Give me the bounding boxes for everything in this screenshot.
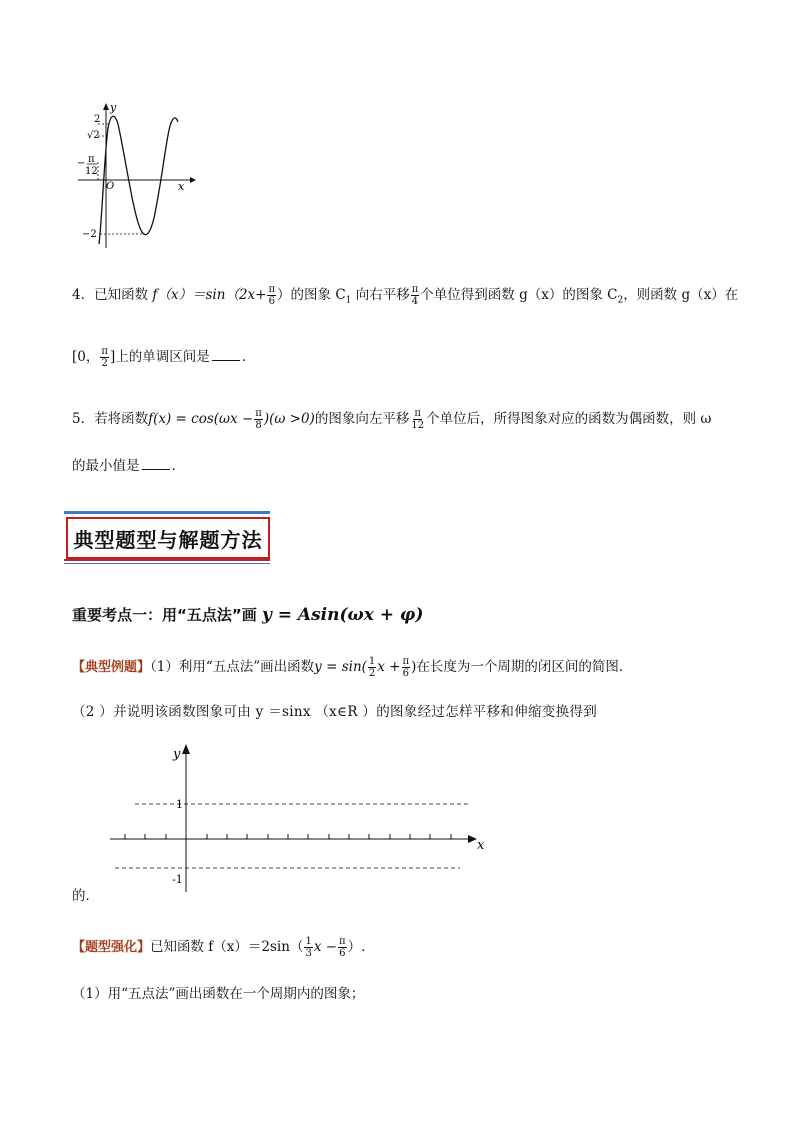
blank-coordinate-grid [105,742,495,902]
x-tick-marks [125,834,451,839]
example-tag: 【典型例题】 [72,660,151,675]
fraction: $\frac{\pi}{2}$ [101,346,108,369]
label-pi: π [88,154,95,165]
label-neg2: −2 [82,229,97,240]
section-top-rule [64,511,270,514]
fraction: $\frac{\pi}{8}$ [255,408,262,431]
fraction: $\frac{\pi}{6}$ [268,284,276,307]
section-bottom-rule [64,559,270,561]
y-axis-arrow [182,744,190,754]
reinforce-tag: 【题型强化】 [72,940,151,955]
example-part-1: 【典型例题】（1）利用“五点法”画出函数y = sin( $\frac{1}{2}$ x + $\frac{\pi}{6}$ )在长度为一个周期的闭区间的简图． [72,656,633,679]
tick-label-1: 1 [176,798,183,811]
example-part-2: （2 ）并说明该函数图象可由 y ＝sinx （x∈R ）的图象经过怎样平移和伸缩变换得到 [72,704,597,720]
reinforce-intro: 【题型强化】已知函数 f（x）＝2sin（ $\frac{1}{3}$ x − $\frac{\pi}{6}$ ）. [72,936,366,959]
label-minus: − [77,158,86,169]
problem-4-line-1: 4．已知函数 f（x）＝sin（2x+ $\frac{\pi}{6}$ ）的图象 $C_1$ 向右平移 $\frac{\pi}{4}$ 个单位得到函数 g（x）的图象 $C_2$，则函数 g（x）在 [72,284,739,307]
fraction: $\frac{1}{3}$ [305,936,312,959]
y-axis-arrow [103,103,109,110]
label-sqrt2: √2 [87,130,100,141]
fraction: $\frac{\pi}{6}$ [339,936,346,959]
x-axis-label: x [477,838,485,853]
x-axis-label: x [178,180,185,193]
key-point-heading: 重要考点一：用“五点法”画 y = Asin(ωx + φ) [72,605,424,625]
reinforce-part-1: （1）用“五点法”画出函数在一个周期内的图象； [72,986,365,1002]
answer-blank[interactable] [212,360,240,361]
tick-label-neg1: -1 [172,873,183,886]
example-part-2-end: 的． [72,888,99,904]
sine-graph [70,100,200,250]
section-bottom-rule-2 [64,563,270,564]
fraction: $\frac{\pi}{4}$ [411,284,419,307]
y-axis-label: y [110,101,117,114]
problem-5-line-2: 的最小值是 ． [72,458,185,474]
problem-5-line-1: 5．若将函数f(x) = cos(ωx − $\frac{\pi}{8}$ )(ω >0)的图象向左平移 $\frac{\pi}{12}$ 个单位后，所得图象对应的函数为偶函数，则 ω [72,408,712,431]
label-2: 2 [94,114,101,125]
fraction: $\frac{1}{2}$ [368,656,376,679]
x-axis-arrow [190,177,196,183]
problem-4-line-2: [0， $\frac{\pi}{2}$ ]上的单调区间是 ． [72,346,256,369]
answer-blank[interactable] [142,469,170,470]
x-axis-arrow [468,835,477,843]
fraction: $\frac{\pi}{12}$ [411,408,425,431]
section-heading-box [64,511,270,559]
fraction: $\frac{\pi}{6}$ [402,656,410,679]
label-12: 12 [85,166,98,177]
origin-label: O [106,181,115,192]
y-axis-label: y [173,747,181,762]
section-title: 典型题型与解题方法 [66,517,270,559]
